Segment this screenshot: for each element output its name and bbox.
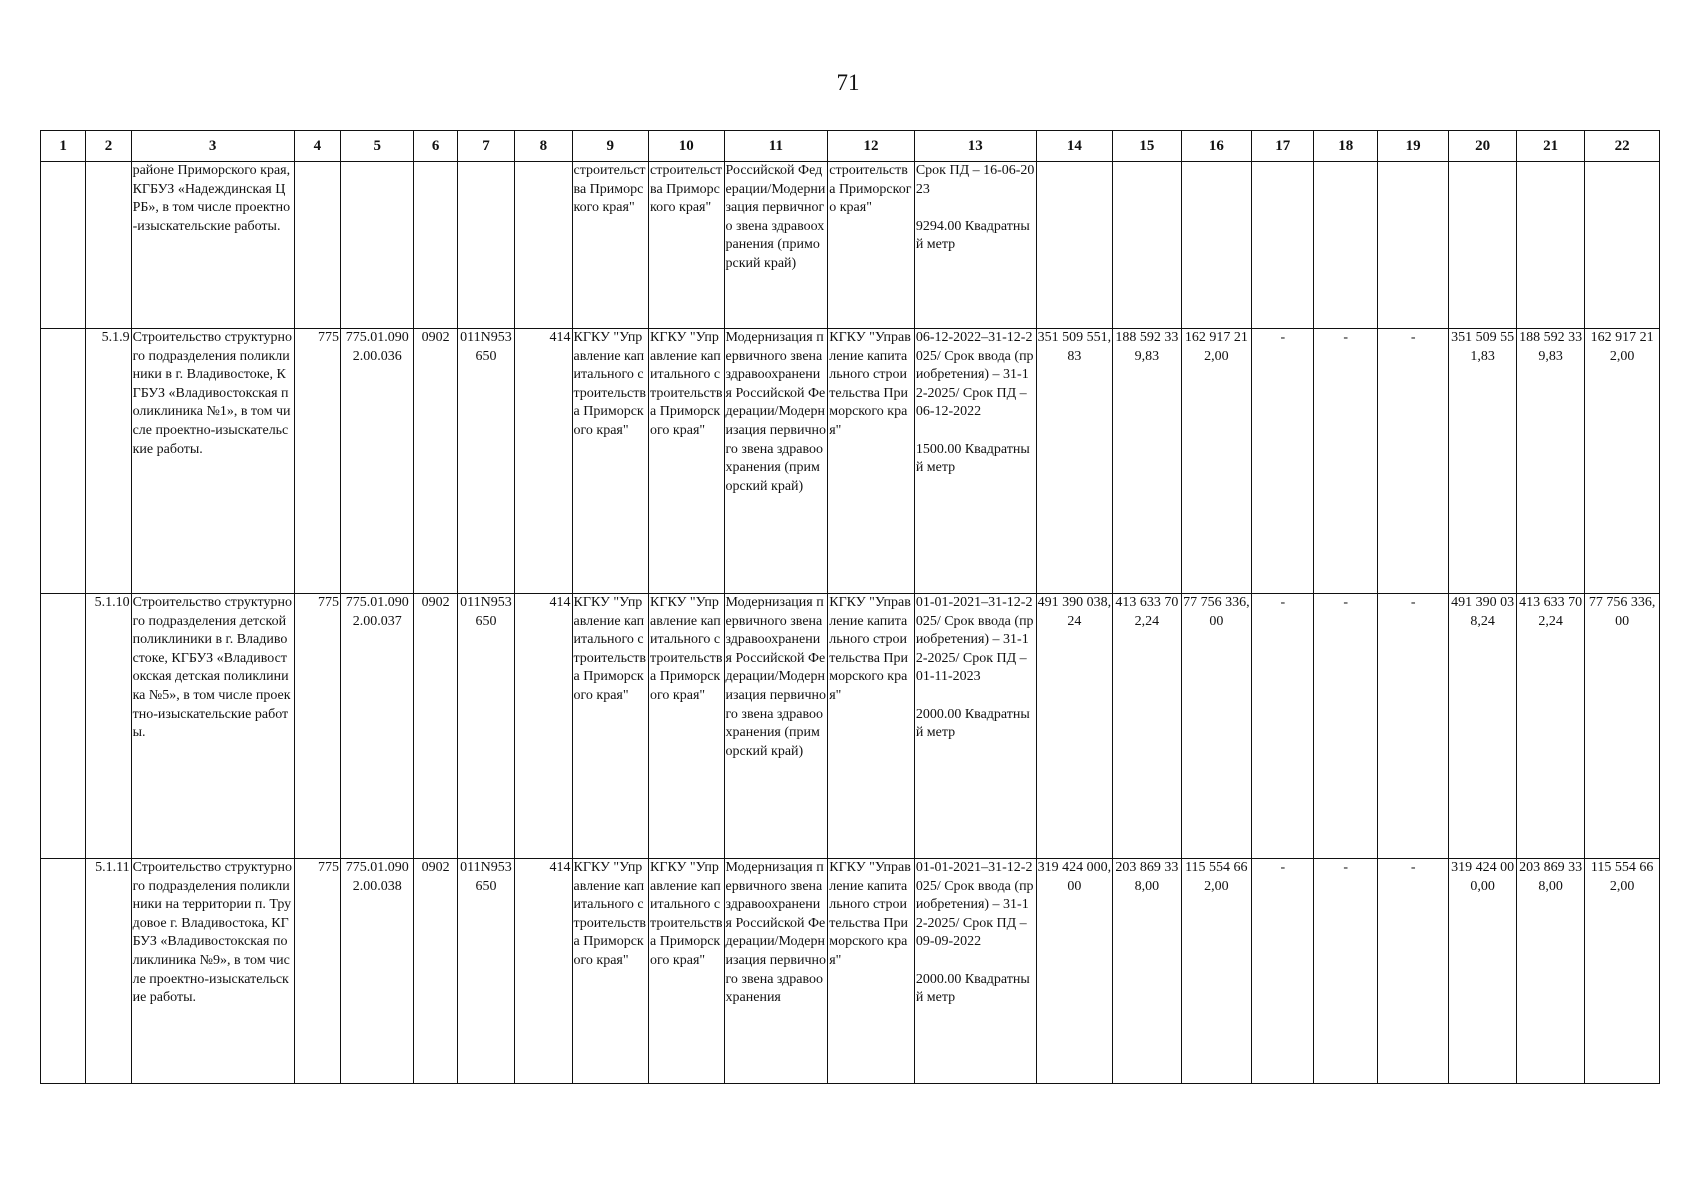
cell-col4: 775 <box>294 859 340 1084</box>
cell-col6: 0902 <box>414 329 457 594</box>
cell-col6: 0902 <box>414 594 457 859</box>
cell-col6: 0902 <box>414 859 457 1084</box>
header-row <box>41 131 1660 162</box>
cell-col22: 115 554 662,00 <box>1585 859 1660 1084</box>
cell-col5: 775.01.0902.00.036 <box>341 329 414 594</box>
cell-col9: строительства Приморского края" <box>572 162 649 329</box>
cell-col17: - <box>1252 594 1314 859</box>
cell-col19: - <box>1377 329 1448 594</box>
cell-col12: КГКУ "Управление капитального строительства Приморского края" <box>828 859 915 1084</box>
cell-col20 <box>1449 162 1516 329</box>
col-header-16: 16 <box>1181 131 1251 162</box>
cell-col15: 203 869 338,00 <box>1113 859 1181 1084</box>
cell-object-name: Строительство структурного подразделения поликлиники на территории п. Трудовое г. Владивостока, КГБУЗ «Владивостокская поликлиника №9», в том числе проектно-изыскательские работы. <box>131 859 294 1084</box>
cell-col7 <box>457 162 514 329</box>
cell-col9: КГКУ "Управление капитального строительства Приморского края" <box>572 859 649 1084</box>
cell-col19: - <box>1377 859 1448 1084</box>
cell-col22: 77 756 336,00 <box>1585 594 1660 859</box>
cell-col16: 77 756 336,00 <box>1181 594 1251 859</box>
cell-col11: Российской Федерации/Модернизация первичного звена здравоохранения (приморский край) <box>724 162 828 329</box>
cell-col21: 188 592 339,83 <box>1516 329 1584 594</box>
col-header-9: 9 <box>572 131 649 162</box>
col-header-4: 4 <box>294 131 340 162</box>
cell-item-number <box>86 162 131 329</box>
cell-col11: Модернизация первичного звена здравоохранения Российской Федерации/Модернизация первичного звена здравоохранения (приморский край) <box>724 594 828 859</box>
cell-col10: КГКУ "Управление капитального строительства Приморского края" <box>649 594 725 859</box>
cell-col22: 162 917 212,00 <box>1585 329 1660 594</box>
cell-col5: 775.01.0902.00.038 <box>341 859 414 1084</box>
cell-col6 <box>414 162 457 329</box>
col-header-21: 21 <box>1516 131 1584 162</box>
cell-col10: строительства Приморского края" <box>649 162 725 329</box>
col-header-5: 5 <box>341 131 414 162</box>
cell-col13: Срок ПД – 16-06-2023 9294.00 Квадратный метр <box>914 162 1036 329</box>
cell-col20: 491 390 038,24 <box>1449 594 1516 859</box>
cell-col11: Модернизация первичного звена здравоохранения Российской Федерации/Модернизация первичного звена здравоохранения <box>724 859 828 1084</box>
cell-col12: строительства Приморского края" <box>828 162 915 329</box>
col-header-7: 7 <box>457 131 514 162</box>
table-row <box>41 859 1660 1084</box>
cell-col5: 775.01.0902.00.037 <box>341 594 414 859</box>
data-table <box>40 130 1660 1084</box>
col-header-20: 20 <box>1449 131 1516 162</box>
cell-col7: 011N953650 <box>457 594 514 859</box>
cell-col7: 011N953650 <box>457 859 514 1084</box>
table-row <box>41 162 1660 329</box>
cell-col9: КГКУ "Управление капитального строительства Приморского края" <box>572 594 649 859</box>
cell-col20: 319 424 000,00 <box>1449 859 1516 1084</box>
cell-col1 <box>41 859 86 1084</box>
cell-col1 <box>41 594 86 859</box>
cell-col12: КГКУ "Управление капитального строительства Приморского края" <box>828 329 915 594</box>
col-header-2: 2 <box>86 131 131 162</box>
cell-col18: - <box>1314 859 1377 1084</box>
cell-col4: 775 <box>294 594 340 859</box>
col-header-18: 18 <box>1314 131 1377 162</box>
col-header-19: 19 <box>1377 131 1448 162</box>
cell-col13: 01-01-2021–31-12-2025/ Срок ввода (приобретения) – 31-12-2025/ Срок ПД – 01-11-2023 2000.00 Квадратный метр <box>914 594 1036 859</box>
col-header-17: 17 <box>1252 131 1314 162</box>
cell-col22 <box>1585 162 1660 329</box>
cell-col16 <box>1181 162 1251 329</box>
cell-col12: КГКУ "Управление капитального строительства Приморского края" <box>828 594 915 859</box>
table-row <box>41 594 1660 859</box>
cell-col21: 413 633 702,24 <box>1516 594 1584 859</box>
col-header-1: 1 <box>41 131 86 162</box>
cell-col21 <box>1516 162 1584 329</box>
cell-col19 <box>1377 162 1448 329</box>
col-header-12: 12 <box>828 131 915 162</box>
data-table-container <box>40 130 1660 1084</box>
col-header-8: 8 <box>515 131 572 162</box>
cell-col15: 413 633 702,24 <box>1113 594 1181 859</box>
cell-col21: 203 869 338,00 <box>1516 859 1584 1084</box>
cell-col8: 414 <box>515 329 572 594</box>
col-header-6: 6 <box>414 131 457 162</box>
cell-col17: - <box>1252 859 1314 1084</box>
cell-col8 <box>515 162 572 329</box>
col-header-15: 15 <box>1113 131 1181 162</box>
cell-col11: Модернизация первичного звена здравоохранения Российской Федерации/Модернизация первичного звена здравоохранения (приморский край) <box>724 329 828 594</box>
cell-item-number: 5.1.9 <box>86 329 131 594</box>
col-header-3: 3 <box>131 131 294 162</box>
cell-object-name: Строительство структурного подразделения поликлиники в г. Владивостоке, КГБУЗ «Владивостокская поликлиника №1», в том числе проектно-изыскательские работы. <box>131 329 294 594</box>
cell-col10: КГКУ "Управление капитального строительства Приморского края" <box>649 329 725 594</box>
cell-col14 <box>1036 162 1113 329</box>
cell-col14: 491 390 038,24 <box>1036 594 1113 859</box>
cell-col16: 162 917 212,00 <box>1181 329 1251 594</box>
cell-col10: КГКУ "Управление капитального строительства Приморского края" <box>649 859 725 1084</box>
cell-col15: 188 592 339,83 <box>1113 329 1181 594</box>
cell-col1 <box>41 162 86 329</box>
cell-col14: 319 424 000,00 <box>1036 859 1113 1084</box>
cell-col18 <box>1314 162 1377 329</box>
cell-col1 <box>41 329 86 594</box>
col-header-13: 13 <box>914 131 1036 162</box>
cell-object-name: районе Приморского края, КГБУЗ «Надеждинская ЦРБ», в том числе проектно-изыскательские работы. <box>131 162 294 329</box>
cell-col13: 01-01-2021–31-12-2025/ Срок ввода (приобретения) – 31-12-2025/ Срок ПД – 09-09-2022 2000.00 Квадратный метр <box>914 859 1036 1084</box>
cell-col8: 414 <box>515 594 572 859</box>
table-row <box>41 329 1660 594</box>
cell-col18: - <box>1314 329 1377 594</box>
col-header-10: 10 <box>649 131 725 162</box>
cell-item-number: 5.1.10 <box>86 594 131 859</box>
cell-col17: - <box>1252 329 1314 594</box>
cell-col5 <box>341 162 414 329</box>
col-header-14: 14 <box>1036 131 1113 162</box>
cell-col20: 351 509 551,83 <box>1449 329 1516 594</box>
cell-col18: - <box>1314 594 1377 859</box>
col-header-22: 22 <box>1585 131 1660 162</box>
col-header-11: 11 <box>724 131 828 162</box>
cell-col19: - <box>1377 594 1448 859</box>
cell-col9: КГКУ "Управление капитального строительства Приморского края" <box>572 329 649 594</box>
cell-col17 <box>1252 162 1314 329</box>
cell-col4 <box>294 162 340 329</box>
cell-col14: 351 509 551,83 <box>1036 329 1113 594</box>
cell-col13: 06-12-2022–31-12-2025/ Срок ввода (приобретения) – 31-12-2025/ Срок ПД – 06-12-2022 1500.00 Квадратный метр <box>914 329 1036 594</box>
cell-object-name: Строительство структурного подразделения детской поликлиники в г. Владивостоке, КГБУЗ «Владивостокская детская поликлиника №5», в том числе проектно-изыскательские работы. <box>131 594 294 859</box>
cell-col4: 775 <box>294 329 340 594</box>
cell-col8: 414 <box>515 859 572 1084</box>
page-number: 71 <box>836 70 860 95</box>
cell-item-number: 5.1.11 <box>86 859 131 1084</box>
cell-col7: 011N953650 <box>457 329 514 594</box>
cell-col15 <box>1113 162 1181 329</box>
cell-col16: 115 554 662,00 <box>1181 859 1251 1084</box>
